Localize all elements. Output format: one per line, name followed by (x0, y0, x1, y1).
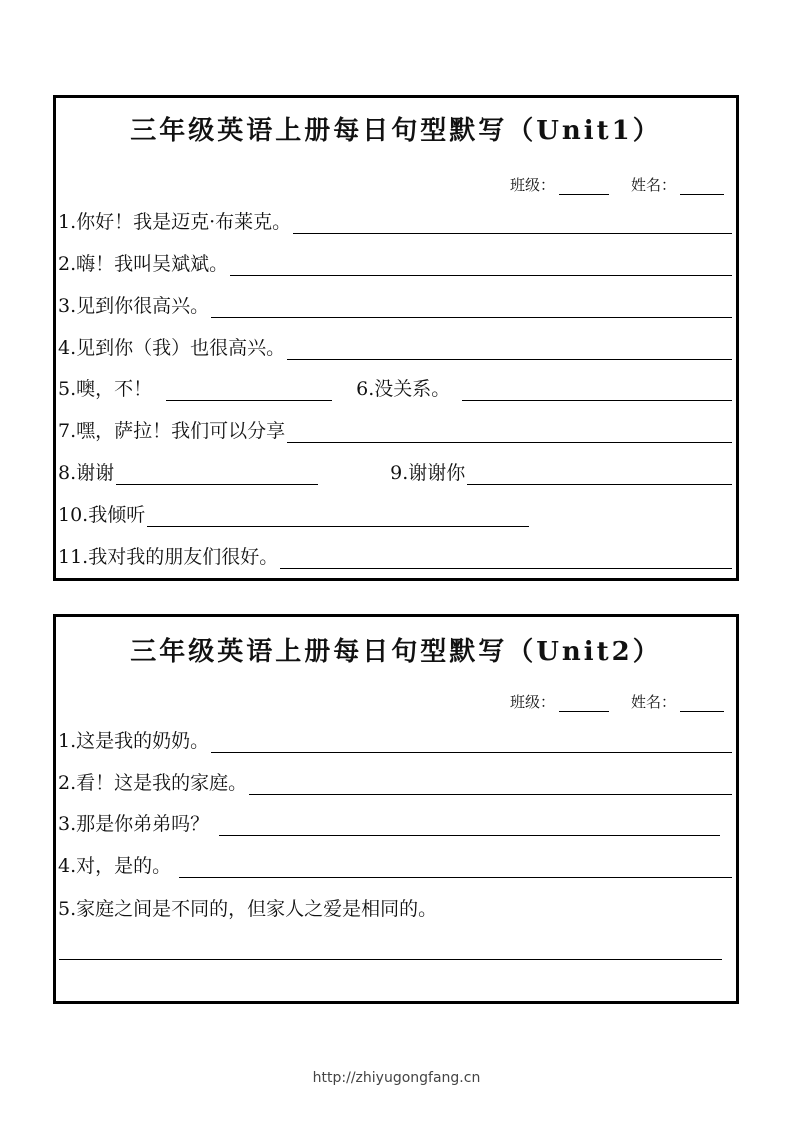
unit1-item-7 (58, 413, 732, 443)
unit1-title: 三年级英语上册每日句型默写（Unit1） (130, 116, 662, 146)
answer-line[interactable] (219, 815, 720, 836)
answer-line[interactable] (462, 380, 732, 401)
answer-line[interactable] (293, 213, 732, 234)
class-label: 班级： (509, 693, 555, 711)
question-text: 4.对，是的。 (58, 855, 172, 877)
answer-line[interactable] (166, 380, 332, 401)
answer-line[interactable] (287, 422, 732, 443)
answer-line[interactable] (116, 464, 318, 485)
name-blank[interactable] (680, 178, 724, 195)
class-label: 班级： (509, 176, 555, 194)
question-text: 6.没关系。 (356, 378, 451, 400)
question-text: 5.家庭之间是不同的，但家人之爱是相同的。 (58, 898, 438, 920)
unit1-class-name-row (510, 174, 724, 195)
question-text: 2.看！这是我的家庭。 (58, 772, 248, 794)
answer-line[interactable] (179, 857, 732, 878)
answer-line[interactable] (147, 506, 529, 527)
question-text: 11.我对我的朋友们很好。 (58, 546, 279, 568)
class-blank[interactable] (559, 695, 609, 712)
footer-url: http://zhiyugongfang.cn (312, 1070, 481, 1086)
question-text: 7.嘿，萨拉！我们可以分享 (58, 420, 286, 442)
question-text: 10.我倾听 (58, 504, 146, 526)
class-blank[interactable] (559, 178, 609, 195)
unit1-item-8-9 (58, 455, 732, 485)
unit1-item-4 (58, 330, 732, 360)
unit2-item-2 (58, 765, 732, 795)
unit1-item-10 (58, 497, 732, 527)
question-text: 4.见到你（我）也很高兴。 (58, 337, 286, 359)
answer-line[interactable] (211, 732, 732, 753)
unit1-item-5-6 (58, 371, 732, 401)
question-text: 9.谢谢你 (390, 462, 466, 484)
unit2-item-4 (58, 848, 732, 878)
name-label: 姓名： (630, 176, 676, 194)
answer-line[interactable] (287, 339, 732, 360)
question-text: 3.那是你弟弟吗？ (58, 813, 210, 835)
question-text: 2.嗨！我叫吴斌斌。 (58, 253, 229, 275)
unit2-worksheet (53, 614, 739, 1004)
question-text: 3.见到你很高兴。 (58, 295, 210, 317)
question-text: 8.谢谢 (58, 462, 115, 484)
name-blank[interactable] (680, 695, 724, 712)
unit1-item-11 (58, 539, 732, 569)
unit2-item-1 (58, 723, 732, 753)
unit1-item-1 (58, 204, 732, 234)
answer-line[interactable] (211, 297, 732, 318)
unit2-class-name-row (510, 691, 724, 712)
name-label: 姓名： (630, 693, 676, 711)
question-text: 5.噢，不！ (58, 378, 153, 400)
answer-line[interactable] (230, 255, 732, 276)
answer-line[interactable] (467, 464, 732, 485)
unit1-item-3 (58, 288, 732, 318)
answer-line[interactable] (59, 959, 722, 960)
question-text: 1.你好！我是迈克·布莱克。 (58, 211, 292, 233)
unit2-item-3 (58, 806, 720, 836)
unit2-item-5 (58, 891, 732, 921)
unit2-title: 三年级英语上册每日句型默写（Unit2） (130, 637, 662, 667)
question-text: 1.这是我的奶奶。 (58, 730, 210, 752)
answer-line[interactable] (280, 548, 732, 569)
unit1-item-2 (58, 246, 732, 276)
answer-line[interactable] (249, 774, 732, 795)
unit1-worksheet (53, 95, 739, 581)
